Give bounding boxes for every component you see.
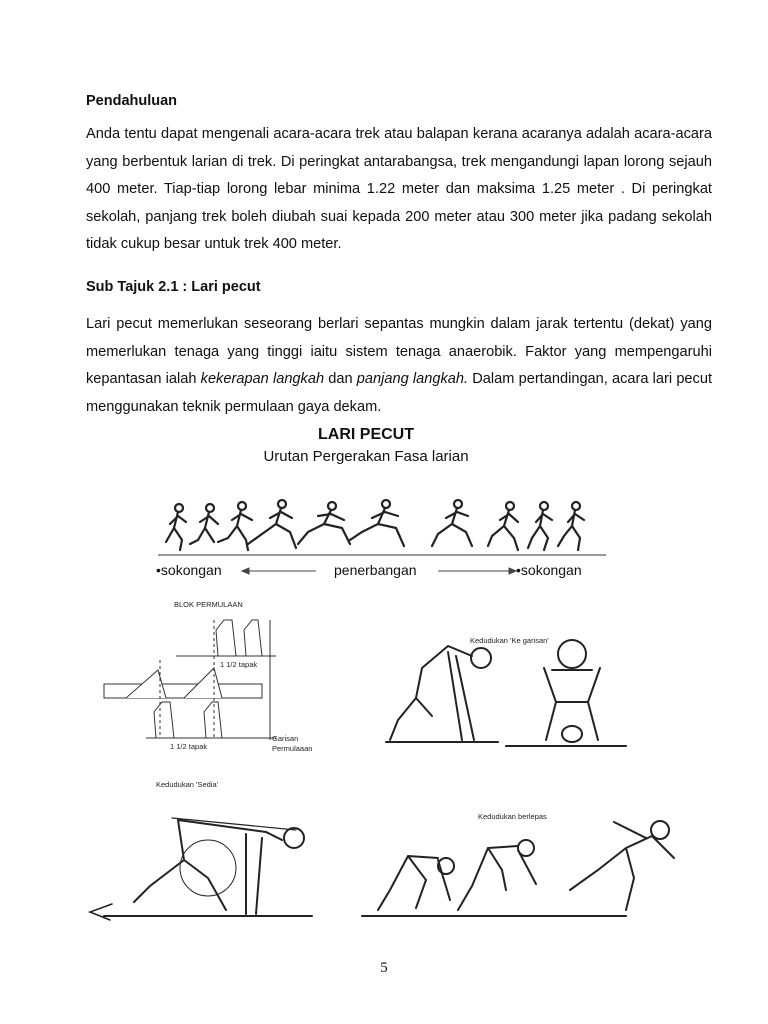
runner-3 — [218, 502, 252, 550]
phase-label-flight: penerbangan — [334, 562, 417, 578]
runner-4 — [248, 500, 296, 548]
runner-8 — [488, 502, 518, 550]
drive-phase-figures — [362, 821, 674, 916]
runner-9 — [528, 502, 552, 550]
phase-label-support-left: •sokongan — [156, 562, 222, 578]
on-your-marks-figures — [386, 640, 626, 746]
set-position-figure — [90, 818, 312, 920]
runner-7 — [432, 500, 472, 546]
runner-1 — [166, 504, 186, 550]
phase-label-support-right: •sokongan — [516, 562, 582, 578]
runner-2 — [190, 504, 218, 544]
label-start-line-1: Garisan — [272, 734, 299, 743]
sprint-figure — [86, 420, 686, 940]
label-set-position: Kedudukan 'Sedia' — [156, 780, 219, 789]
label-on-your-marks: Kedudukan 'Ke garisan' — [470, 636, 549, 645]
runner-5 — [298, 502, 350, 544]
page-number: 5 — [380, 960, 388, 976]
label-starting-blocks: BLOK PERMULAAN — [174, 600, 243, 609]
figure-subtitle: Urutan Pergerakan Fasa larian — [263, 448, 469, 465]
sprint-illustration — [86, 420, 686, 940]
label-one-and-half-foot-top: 1 1/2 tapak — [220, 660, 258, 669]
runner-sequence — [166, 500, 584, 550]
italic-term-stride-length: panjang langkah. — [356, 371, 469, 387]
italic-term-stride-frequency: kekerapan langkah — [200, 371, 325, 387]
sprint-paragraph: Lari pecut memerlukan seseorang berlari sepantas mungkin dalam jarak tertentu (dekat) yang memerlukan tenaga yang tinggi iaitu sistem tenaga anaerobik. Faktor yang mempengaruhi kepantasan ialah kekerapan langkah dan panjang langkah. Dalam pertandingan, acara lari pecut menggunakan teknik permulaan gaya dekam. — [86, 316, 713, 415]
starting-blocks-diagram — [104, 620, 276, 740]
section-heading-lari-pecut: Sub Tajuk 2.1 : Lari pecut — [86, 279, 261, 295]
runner-10 — [558, 502, 584, 550]
label-start-line-2: Permulaaan — [272, 744, 313, 753]
label-one-and-half-foot-bottom: 1 1/2 tapak — [170, 742, 208, 751]
section-heading-pendahuluan: Pendahuluan — [86, 93, 178, 109]
label-drive-phase: Kedudukan berlepas — [478, 812, 547, 821]
intro-paragraph: Anda tentu dapat mengenali acara-acara trek atau balapan kerana acaranya adalah acara-acara yang berbentuk larian di trek. Di peringkat antarabangsa, trek mengandungi lapan lorong sejauh 400 meter. Tiap-tiap lorong lebar minima 1.22 meter dan maksima 1.25 meter . Di peringkat sekolah, panjang trek boleh diubah suai kepada 200 meter atau 300 meter jika padang sekolah tidak cukup besar untuk trek 400 meter. — [86, 126, 712, 252]
figure-title: LARI PECUT — [318, 426, 414, 443]
runner-6 — [350, 500, 404, 546]
